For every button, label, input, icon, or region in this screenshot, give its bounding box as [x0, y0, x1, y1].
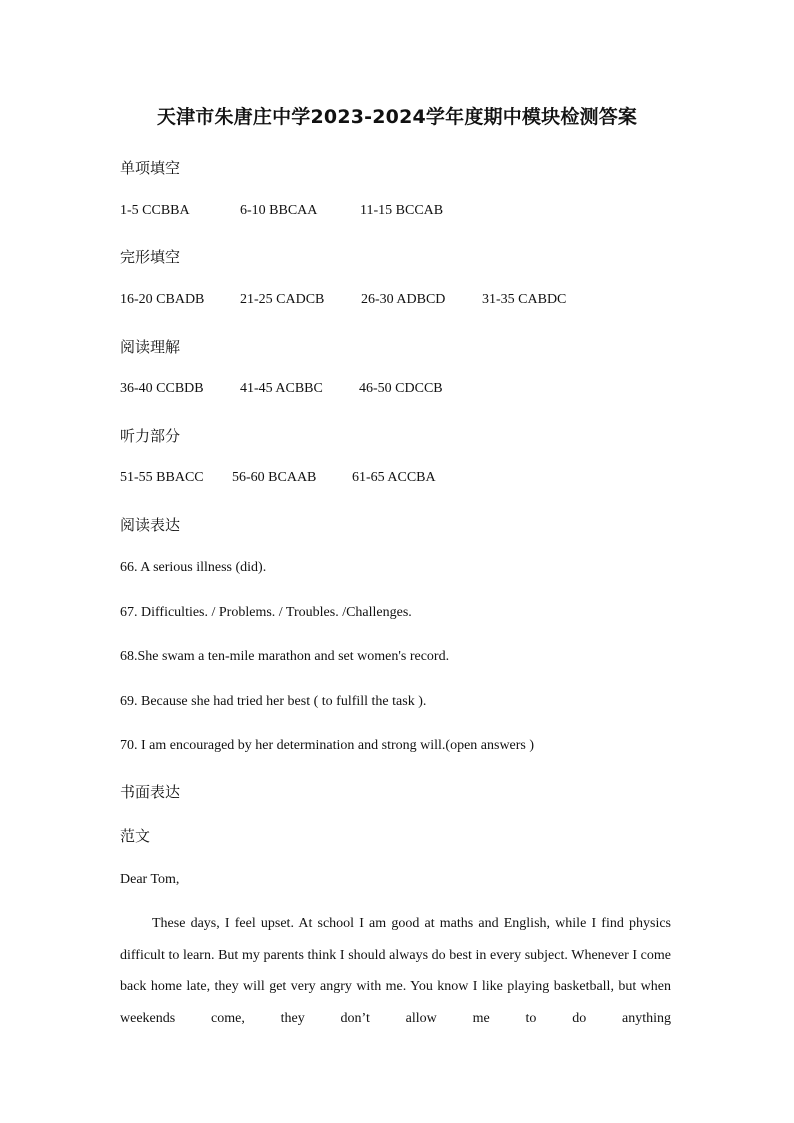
answer-group: 51-55 BBACC	[120, 470, 204, 485]
answer-group: 1-5 CCBBA	[120, 203, 190, 218]
answer-item-68: 68.She swam a ten-mile marathon and set women's record.	[120, 649, 450, 664]
answer-row-reading	[120, 381, 443, 397]
page-title: 天津市朱唐庄中学2023-2024学年度期中模块检测答案	[156, 106, 638, 128]
section-heading-cloze: 完形填空	[120, 248, 181, 266]
answer-item-66: 66. A serious illness (did).	[120, 560, 267, 575]
answer-row-listening	[120, 470, 436, 486]
sample-essay-label: 范文	[120, 827, 151, 845]
letter-body-text: These days, I feel upset. At school I am good at maths and English, while I find physics difficult to learn. But my parents think I should always do best in every subject. Whenever I come back home late, they will get very angry with me. You know I like playing basketball, but when weekends come, they don’t allow me to do anything	[120, 916, 671, 1026]
section-heading-reading-expression: 阅读表达	[120, 516, 181, 534]
answer-group: 21-25 CADCB	[240, 292, 325, 307]
section-heading-listening: 听力部分	[120, 427, 181, 445]
answer-group: 41-45 ACBBC	[240, 381, 323, 396]
answer-group: 61-65 ACCBA	[352, 470, 436, 485]
answer-item-67: 67. Difficulties. / Problems. / Troubles. /Challenges.	[120, 605, 412, 620]
answer-group: 16-20 CBADB	[120, 292, 205, 307]
letter-body	[120, 908, 671, 1034]
answer-item-69: 69. Because she had tried her best ( to fulfill the task ).	[120, 694, 427, 709]
letter-salutation: Dear Tom,	[120, 872, 180, 887]
section-heading-writing: 书面表达	[120, 783, 181, 801]
answer-group: 31-35 CABDC	[482, 292, 567, 307]
answer-item-70: 70. I am encouraged by her determination and strong will.(open answers )	[120, 738, 535, 753]
answer-row-single-choice	[120, 203, 443, 219]
section-heading-single-choice: 单项填空	[120, 159, 181, 177]
answer-group: 36-40 CCBDB	[120, 381, 204, 396]
section-heading-reading: 阅读理解	[120, 338, 181, 356]
answer-group: 46-50 CDCCB	[359, 381, 443, 396]
answer-row-cloze	[120, 292, 566, 308]
answer-group: 26-30 ADBCD	[361, 292, 446, 307]
answer-group: 11-15 BCCAB	[360, 203, 444, 218]
answer-group: 56-60 BCAAB	[232, 470, 317, 485]
answer-group: 6-10 BBCAA	[240, 203, 318, 218]
